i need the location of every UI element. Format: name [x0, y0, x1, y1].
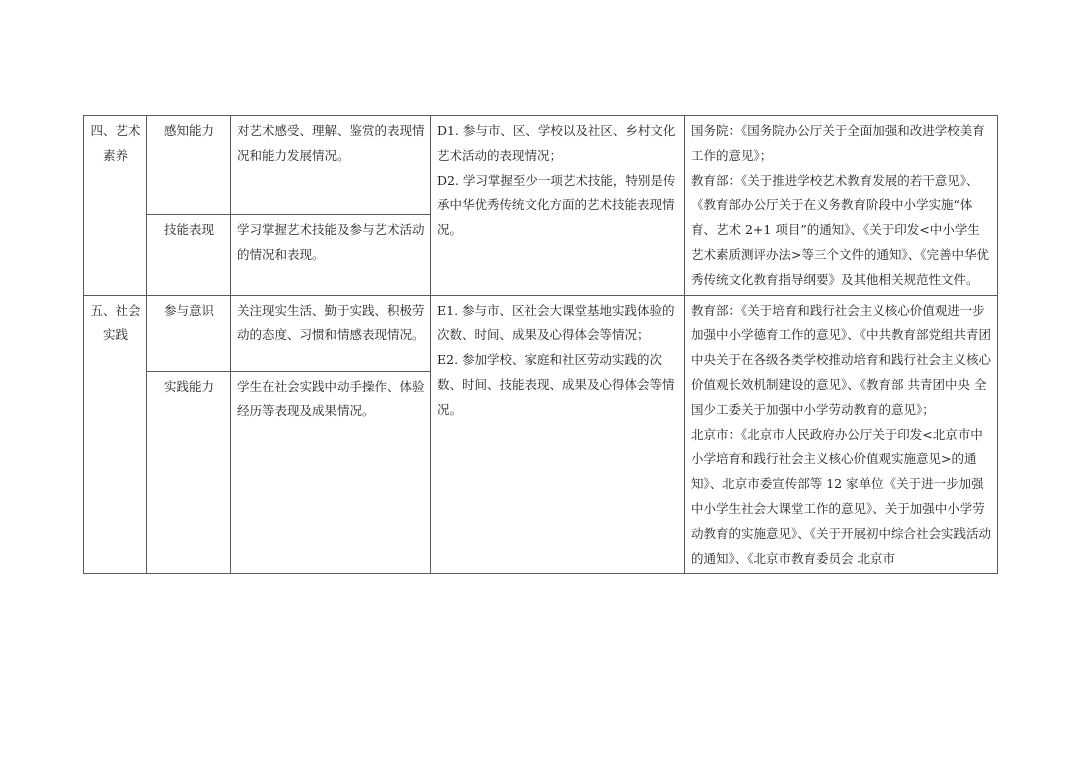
table-row	[84, 116, 998, 215]
evidence-cell	[431, 116, 685, 296]
category-line: 素养	[102, 147, 128, 163]
category-line: 五、社会	[90, 302, 141, 318]
evaluation-table	[83, 115, 998, 574]
aspect-cell: 参与意识	[147, 295, 231, 371]
description-cell: 学习掌握艺术技能及参与艺术活动的情况和表现。	[231, 215, 431, 296]
evidence-item: D2. 学习掌握至少一项艺术技能，特别是传承中华优秀传统文化方面的艺术技能表现情况。	[437, 172, 676, 238]
category-line: 实践	[102, 327, 128, 343]
aspect-cell: 感知能力	[147, 116, 231, 215]
category-line: 四、艺术	[90, 123, 141, 138]
evidence-item: D1. 参与市、区、学校以及社区、乡村文化艺术活动的表现情况；	[437, 123, 676, 163]
table-row	[84, 295, 998, 371]
basis-item: 北京市：《北京市人民政府办公厅关于印发<北京市中小学培育和践行社会主义核心价值观实施意见>的通知》、北京市委宣传部等 12 家单位《关于进一步加强中小学生社会大课堂工作的意见》、关于加强中小学劳动教育的实施意见》、《关于开展初中综合社会实践活动的通知》、《北京市教育委员会 北京市	[691, 426, 992, 566]
description-cell: 学生在社会实践中动手操作、体验经历等表现及成果情况。	[231, 371, 431, 574]
description-cell: 关注现实生活、勤于实践、积极劳动的态度、习惯和情感表现情况。	[231, 295, 431, 371]
evidence-item: E2. 参加学校、家庭和社区劳动实践的次数、时间、技能表现、成果及心得体会等情况。	[437, 352, 675, 417]
description-cell: 对艺术感受、理解、鉴赏的表现情况和能力发展情况。	[231, 116, 431, 215]
basis-item: 教育部：《关于推进学校艺术教育发展的若干意见》、《教育部办公厅关于在义务教育阶段中小学实施“体育、艺术 2+1 项目”的通知》、《关于印发<中小学生艺术素质测评办法>等三个文件的通知》、《完善中华优秀传统文化教育指导纲要》及其他相关规范性文件。	[691, 172, 989, 287]
basis-cell	[685, 295, 998, 574]
basis-item: 教育部：《关于培育和践行社会主义核心价值观进一步加强中小学德育工作的意见》、《中共教育部党组共青团中央关于在各级各类学校推动培育和践行社会主义核心价值观长效机制建设的意见》、《教育部 共青团中央 全国少工委关于加强中小学劳动教育的意见》；	[691, 302, 992, 417]
category-cell	[84, 116, 147, 296]
aspect-cell: 实践能力	[147, 371, 231, 574]
aspect-cell: 技能表现	[147, 215, 231, 296]
basis-item: 国务院：《国务院办公厅关于全面加强和改进学校美育工作的意见》；	[691, 123, 985, 163]
evidence-cell	[431, 295, 685, 574]
evidence-item: E1. 参与市、区社会大课堂基地实践体验的次数、时间、成果及心得体会等情况；	[437, 302, 675, 343]
basis-cell	[685, 116, 998, 296]
category-cell	[84, 295, 147, 574]
